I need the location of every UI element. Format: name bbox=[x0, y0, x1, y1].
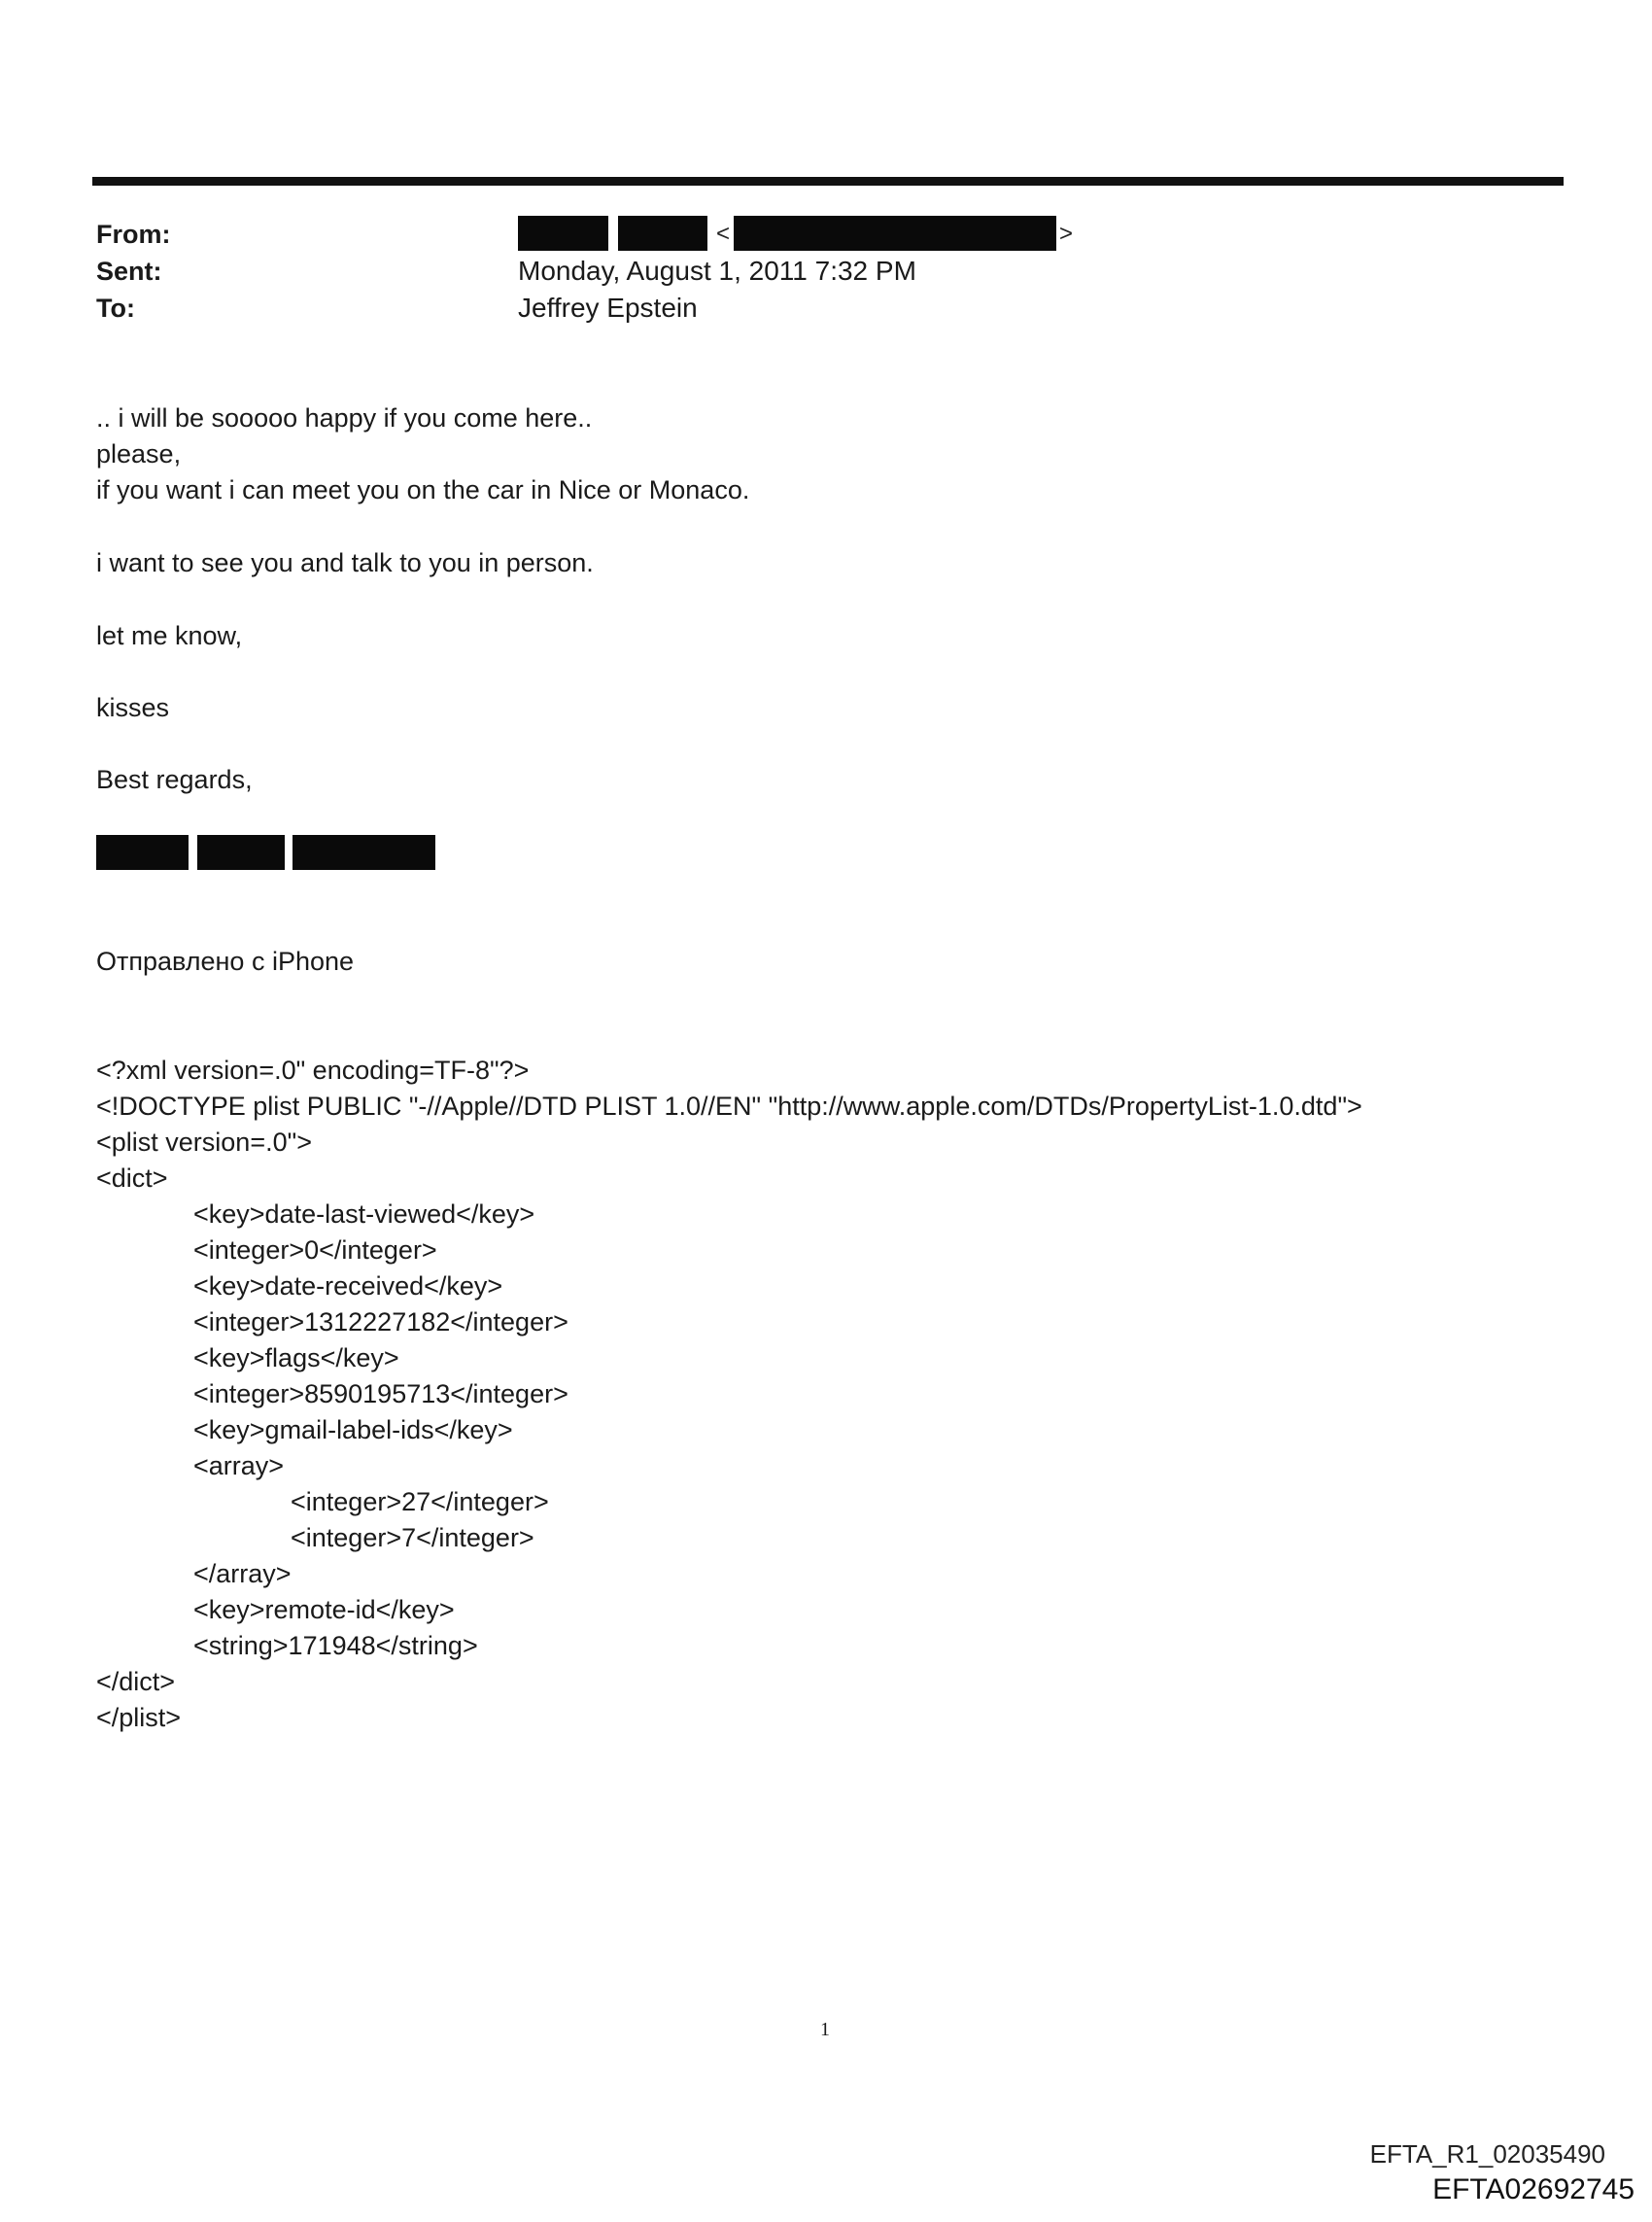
sent-from-iphone: Отправлено с iPhone bbox=[96, 947, 355, 976]
to-label: To: bbox=[96, 294, 135, 323]
redaction-signature-2 bbox=[197, 835, 285, 870]
plist-line: <integer>27</integer> bbox=[291, 1487, 549, 1516]
plist-line: </plist> bbox=[96, 1703, 182, 1732]
body-line: if you want i can meet you on the car in Nice or Monaco. bbox=[96, 475, 750, 504]
header-rule bbox=[92, 177, 1564, 186]
plist-line: <key>date-received</key> bbox=[193, 1271, 503, 1301]
body-line: .. i will be sooooo happy if you come here.. bbox=[96, 403, 593, 433]
body-line: please, bbox=[96, 439, 182, 469]
redaction-from-first-name bbox=[518, 216, 608, 251]
plist-line: <integer>0</integer> bbox=[193, 1235, 437, 1265]
redaction-signature-1 bbox=[96, 835, 189, 870]
plist-line: <key>date-last-viewed</key> bbox=[193, 1199, 535, 1229]
plist-line: <dict> bbox=[96, 1163, 168, 1193]
plist-line: </dict> bbox=[96, 1667, 176, 1696]
from-label: From: bbox=[96, 220, 171, 249]
page-number: 1 bbox=[820, 2019, 830, 2040]
plist-line: <integer>7</integer> bbox=[291, 1523, 534, 1552]
bates-number: EFTA02692745 bbox=[1432, 2173, 1635, 2205]
bates-number-r1: EFTA_R1_02035490 bbox=[1369, 2139, 1605, 2169]
plist-line: <key>remote-id</key> bbox=[193, 1595, 455, 1624]
plist-line: <?xml version=.0" encoding=TF-8"?> bbox=[96, 1056, 530, 1085]
plist-line: <integer>1312227182</integer> bbox=[193, 1307, 568, 1337]
plist-line: <key>flags</key> bbox=[193, 1343, 399, 1372]
plist-line: <array> bbox=[193, 1451, 285, 1480]
redaction-from-last-name bbox=[618, 216, 707, 251]
sent-label: Sent: bbox=[96, 257, 162, 286]
from-angle-open: < bbox=[716, 221, 731, 247]
plist-line: <!DOCTYPE plist PUBLIC "-//Apple//DTD PLIST 1.0//EN" "http://www.apple.com/DTDs/PropertyList-1.0.dtd"> bbox=[96, 1092, 1362, 1121]
plist-line: <plist version=.0"> bbox=[96, 1128, 312, 1157]
body-line: kisses bbox=[96, 693, 170, 722]
body-line: Best regards, bbox=[96, 765, 253, 794]
plist-line: </array> bbox=[193, 1559, 292, 1588]
body-line: let me know, bbox=[96, 621, 243, 650]
redaction-signature-3 bbox=[293, 835, 435, 870]
plist-line: <key>gmail-label-ids</key> bbox=[193, 1415, 513, 1444]
redaction-from-email bbox=[734, 216, 1056, 251]
sent-value: Monday, August 1, 2011 7:32 PM bbox=[518, 256, 916, 286]
from-angle-close: > bbox=[1059, 221, 1074, 247]
plist-line: <integer>8590195713</integer> bbox=[193, 1379, 568, 1408]
plist-line: <string>171948</string> bbox=[193, 1631, 478, 1660]
body-line: i want to see you and talk to you in person. bbox=[96, 548, 594, 577]
to-value: Jeffrey Epstein bbox=[518, 293, 698, 323]
